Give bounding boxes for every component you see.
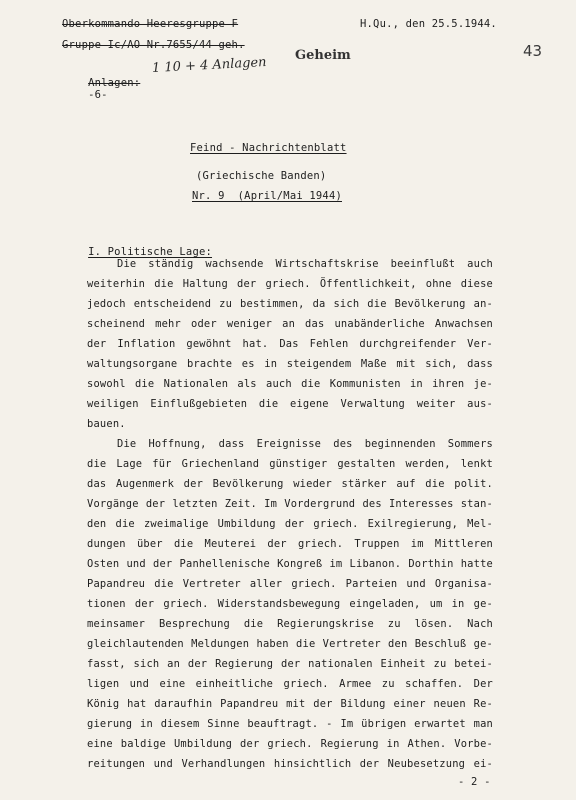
body-line: Vorgänge der letzten Zeit. Im Vordergrund des Interesses stan-	[87, 498, 493, 510]
body-line: reitungen und Verhandlungen hinsichtlich der Neubesetzung ei-	[87, 758, 493, 770]
document-title: Feind - Nachrichtenblatt	[190, 142, 347, 154]
section-heading-text: I. Politische Lage:	[88, 246, 213, 258]
attachments-label: Anlagen:	[88, 77, 141, 89]
body-line: meinsamer Besprechung die Regierungskrise zu lösen. Nach	[87, 618, 493, 630]
body-line: Osten und der Panhellenische Kongreß im Libanon. Dorthin hatte	[87, 558, 493, 570]
reference-number: Gruppe Ic/AO Nr.7655/44 geh.	[62, 39, 245, 51]
attachments-row	[62, 65, 140, 113]
classification-stamp: Geheim	[295, 48, 351, 63]
document-subtitle: (Griechische Banden)	[196, 170, 327, 182]
body-line: gierung in diesem Sinne beauftragt. - Im übrigen erwartet man	[87, 718, 493, 730]
body-line: sowohl die Nationalen als auch die Kommunisten in ihren je-	[87, 378, 493, 390]
body-line: jedoch entscheidend zu bestimmen, da sich die Bevölkerung an-	[87, 298, 493, 310]
body-line: gleichlautenden Meldungen haben die Vertreter den Beschluß ge-	[87, 638, 493, 650]
body-line: bauen.	[87, 418, 126, 430]
body-line: Die Hoffnung, dass Ereignisse des beginnenden Sommers	[117, 438, 493, 450]
body-line: der Inflation gewöhnt hat. Das Fehlen durchgreifender Ver-	[87, 338, 493, 350]
document-number: Nr. 9 (April/Mai 1944)	[192, 190, 342, 202]
body-line: weiterhin die Haltung der griech. Öffentlichkeit, ohne diese	[87, 278, 493, 290]
body-line: weiligen Einflußgebieten die eigene Verwaltung weiter aus-	[87, 398, 493, 410]
handwritten-attachments-note: 1 10 + 4 Anlagen	[151, 55, 267, 76]
command-line: Oberkommando Heeresgruppe F	[62, 18, 239, 30]
body-line: tionen der griech. Widerstandsbewegung eingeladen, um in ge-	[87, 598, 493, 610]
body-line: die Lage für Griechenland günstiger gestalten werden, lenkt	[87, 458, 493, 470]
body-line: fasst, sich an der Regierung der nationalen Einheit zu betei-	[87, 658, 493, 670]
body-line: das Augenmerk der Bevölkerung wieder stärker auf die polit.	[87, 478, 493, 490]
body-line: Papandreu die Vertreter aller griech. Parteien und Organisa-	[87, 578, 493, 590]
body-line: waltungsorgane brachte es in steigendem Maße mit sich, dass	[87, 358, 493, 370]
body-line: scheinend mehr oder weniger an das unabänderliche Anwachsen	[87, 318, 493, 330]
body-line: dungen über die Meuterei der griech. Truppen im Mittleren	[87, 538, 493, 550]
body-line: den die zweimalige Umbildung der griech. Exilregierung, Mel-	[87, 518, 493, 530]
body-line: ligen und eine einheitliche griech. Armee zu schaffen. Der	[87, 678, 493, 690]
body-line: Die ständig wachsende Wirtschaftskrise beeinflußt auch	[117, 258, 493, 270]
body-line: eine baldige Umbildung der griech. Regierung in Athen. Vorbe-	[87, 738, 493, 750]
continuation-marker: - 2 -	[458, 776, 491, 788]
location-date: H.Qu., den 25.5.1944.	[360, 18, 497, 30]
page-mark: 43	[523, 42, 543, 60]
attachments-value: -6-	[88, 89, 108, 101]
body-line: König hat daraufhin Papandreu mit der Bildung einer neuen Re-	[87, 698, 493, 710]
